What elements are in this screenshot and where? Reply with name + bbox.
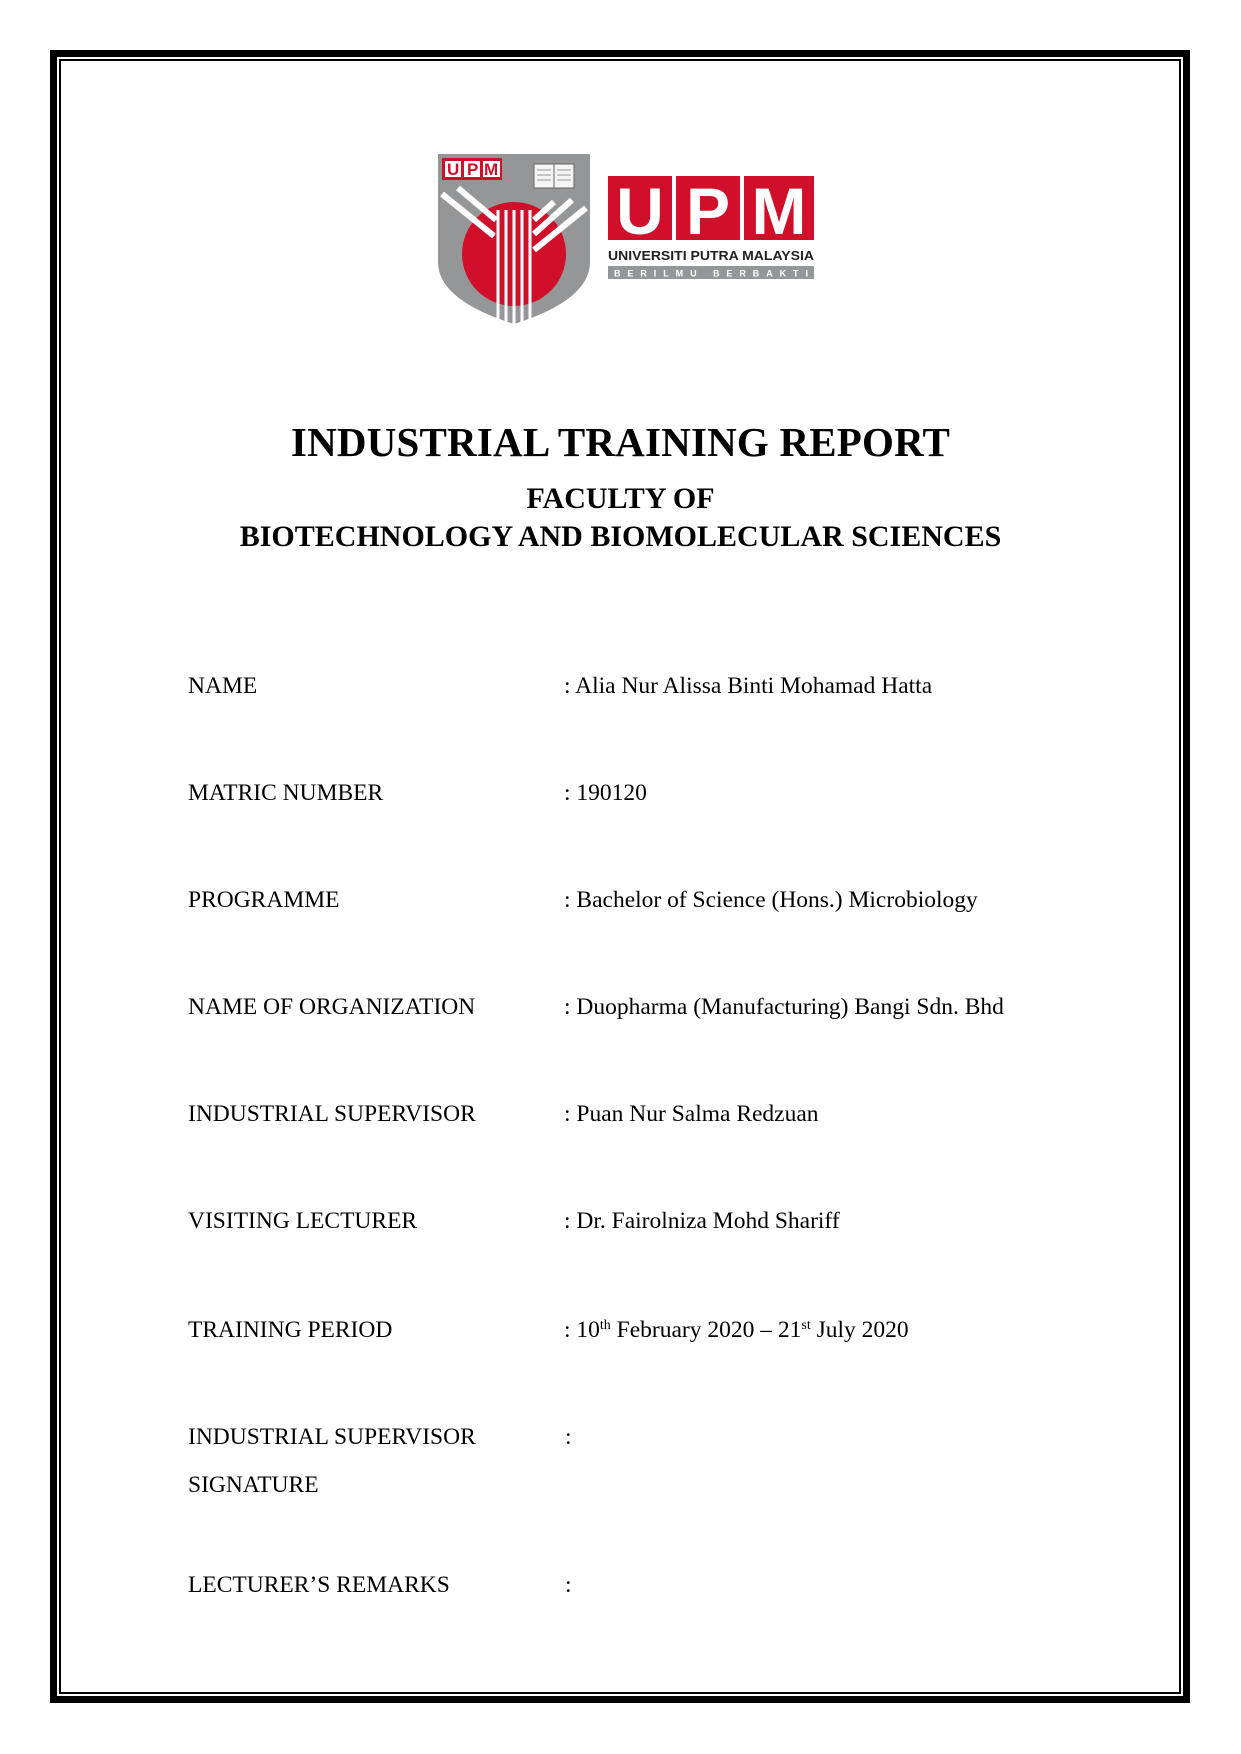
field-value: : 190120 (564, 780, 647, 806)
field-label: LECTURER’S REMARKS (188, 1572, 450, 1598)
svg-text:U: U (447, 160, 460, 179)
svg-text:BERILMU BERBAKTI: BERILMU BERBAKTI (614, 268, 808, 279)
svg-text:U: U (616, 174, 664, 248)
field-label: INDUSTRIAL SUPERVISOR (188, 1424, 476, 1450)
svg-text:M: M (484, 160, 499, 179)
field-value: : Alia Nur Alissa Binti Mohamad Hatta (564, 673, 933, 699)
field-label: INDUSTRIAL SUPERVISOR (188, 1101, 476, 1127)
svg-text:M: M (751, 174, 807, 248)
faculty-line-1: FACULTY OF (526, 482, 715, 515)
field-label: NAME (188, 673, 258, 699)
field-label-line2: SIGNATURE (188, 1472, 319, 1498)
field-value: : Dr. Fairolniza Mohd Shariff (564, 1208, 840, 1234)
field-label: TRAINING PERIOD (188, 1317, 393, 1343)
book-icon (534, 164, 574, 188)
field-label: PROGRAMME (188, 887, 340, 913)
svg-text:UNIVERSITI PUTRA MALAYSIA: UNIVERSITI PUTRA MALAYSIA (608, 248, 815, 263)
field-label: NAME OF ORGANIZATION (188, 994, 476, 1020)
remarks-field: : (565, 1572, 572, 1598)
field-value: : 10th February 2020 – 21st July 2020 (564, 1317, 909, 1343)
report-title: INDUSTRIAL TRAINING REPORT (290, 419, 951, 465)
field-label: VISITING LECTURER (188, 1208, 418, 1234)
upm-logo (436, 150, 816, 326)
svg-text:P: P (467, 160, 479, 179)
field-label: MATRIC NUMBER (188, 780, 384, 806)
shield-emblem-icon (438, 154, 590, 324)
field-value: : Duopharma (Manufacturing) Bangi Sdn. Bhd (564, 994, 1004, 1020)
upm-wordmark (608, 174, 815, 279)
signature-field: : (565, 1424, 572, 1450)
field-value: : Bachelor of Science (Hons.) Microbiology (564, 887, 978, 913)
faculty-line-2: BIOTECHNOLOGY AND BIOMOLECULAR SCIENCES (239, 520, 1002, 553)
field-value: : Puan Nur Salma Redzuan (564, 1101, 819, 1127)
svg-text:P: P (685, 174, 731, 248)
